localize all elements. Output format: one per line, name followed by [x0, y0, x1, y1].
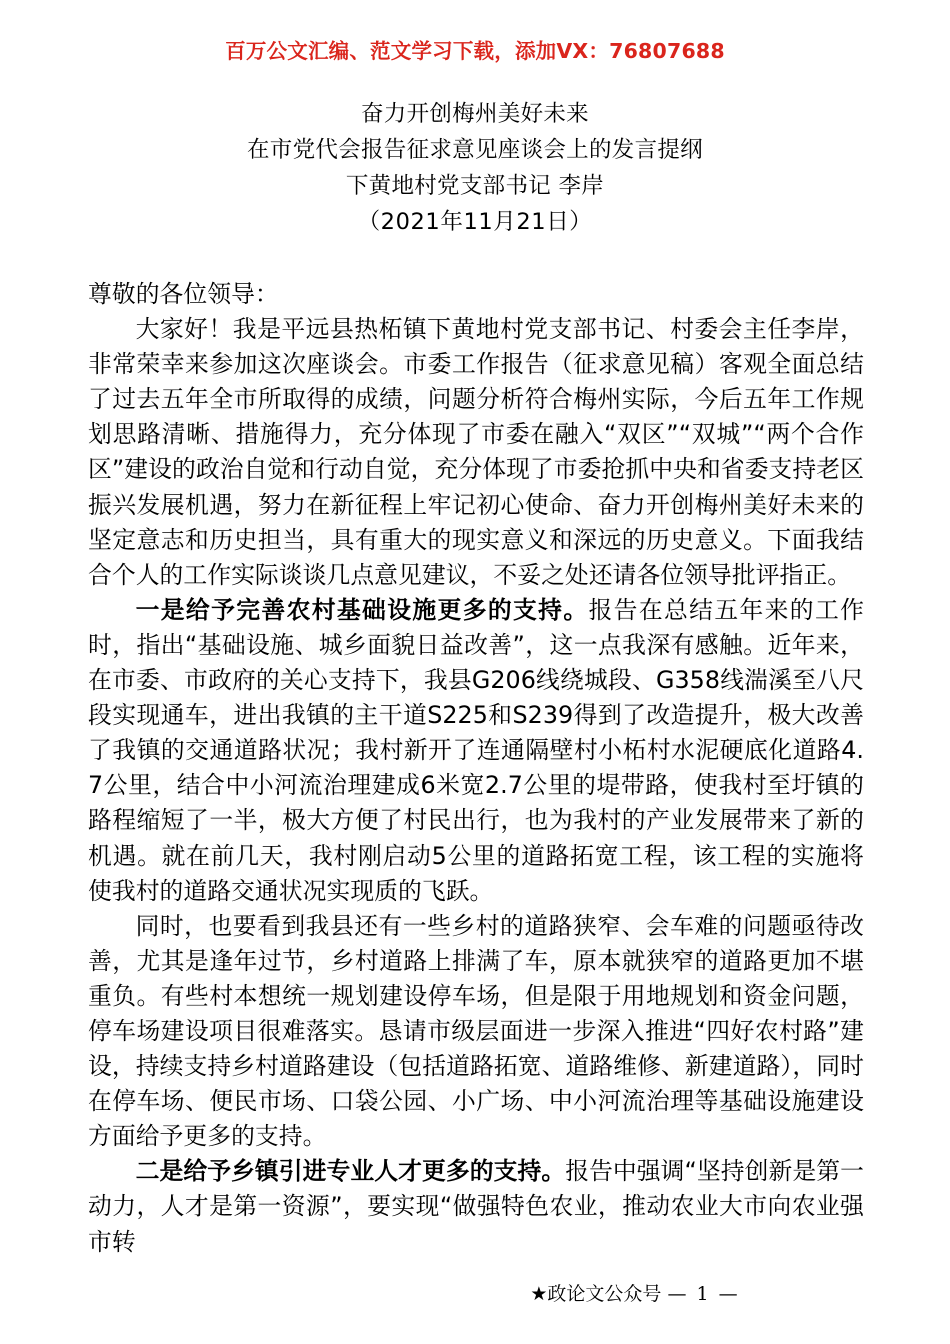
footer-content — [530, 1281, 739, 1307]
page-footer — [0, 1281, 950, 1307]
footer-watermark-label: ★政论文公众号 — [530, 1283, 662, 1305]
title-date: （2021年11月21日） — [357, 209, 593, 235]
paragraph-point-two — [88, 1154, 864, 1259]
salutation-line: 尊敬的各位领导： — [88, 280, 279, 308]
title-main: 奋力开创梅州美好未来 — [360, 101, 589, 127]
paragraph-point-one — [88, 593, 864, 909]
point-one-text: 报告在总结五年来的工作时，指出“基础设施、城乡面貌日益改善”，这一点我深有感触。近年来，在市委、市政府的关心支持下，我县G206线绕城段、G358线湍溪至八尺段实现通车，进出我镇的主干道S225和S239得到了改造提升，极大改善了我镇的交通道路状况；我村新开了连通隔壁村小柘村水泥硬底化道路4.7公里，结合中小河流治理建成6米宽2.7公里的堤带路，使我村至圩镇的路程缩短了一半，极大方便了村民出行，也为我村的产业发展带来了新的机遇。就在前几天，我村刚启动5公里的道路拓宽工程，该工程的实施将使我村的道路交通状况实现质的飞跃。 — [88, 595, 864, 905]
point-two-text: 报告中强调“坚持创新是第一动力，人才是第一资源”，要实现“做强特色农业，推动农业大市向农业强市转 — [88, 1157, 864, 1256]
paragraph-point-one-continued: 同时，也要看到我县还有一些乡村的道路狭窄、会车难的问题亟待改善，尤其是逢年过节，乡村道路上排满了车，原本就狭窄的道路更加不堪重负。有些村本想统一规划建设停车场，但是限于用地规划和资金问题，停车场建设项目很难落实。恳请市级层面进一步深入推进“四好农村路”建设，持续支持乡村道路建设（包括道路拓宽、道路维修、新建道路），同时在停车场、便民市场、口袋公园、小广场、中小河流治理等基础设施建设方面给予更多的支持。 — [88, 911, 864, 1151]
point-two-heading: 二是给予乡镇引进专业人才更多的支持。 — [135, 1157, 566, 1186]
page-number: — 1 — — [667, 1283, 740, 1305]
title-subtitle: 在市党代会报告征求意见座谈会上的发言提纲 — [246, 137, 703, 163]
document-body — [88, 277, 864, 1260]
point-one-heading: 一是给予完善农村基础设施更多的支持。 — [135, 595, 589, 624]
document-title-block — [0, 96, 950, 240]
title-author: 下黄地村党支部书记 李岸 — [345, 173, 605, 199]
promotional-header-banner: 百万公文汇编、范文学习下载，添加VX：76807688 — [225, 39, 725, 63]
paragraph-opening: 大家好！我是平远县热柘镇下黄地村党支部书记、村委会主任李岸，非常荣幸来参加这次座谈会。市委工作报告（征求意见稿）客观全面总结了过去五年全市所取得的成绩，问题分析符合梅州实际，今后五年工作规划思路清晰、措施得力，充分体现了市委在融入“双区”“双城”“两个合作区”建设的政治自觉和行动自觉，充分体现了市委抢抓中央和省委支持老区振兴发展机遇，努力在新征程上牢记初心使命、奋力开创梅州美好未来的坚定意志和历史担当，具有重大的现实意义和深远的历史意义。下面我结合个人的工作实际谈谈几点意见建议，不妥之处还请各位领导批评指正。 — [88, 315, 864, 589]
